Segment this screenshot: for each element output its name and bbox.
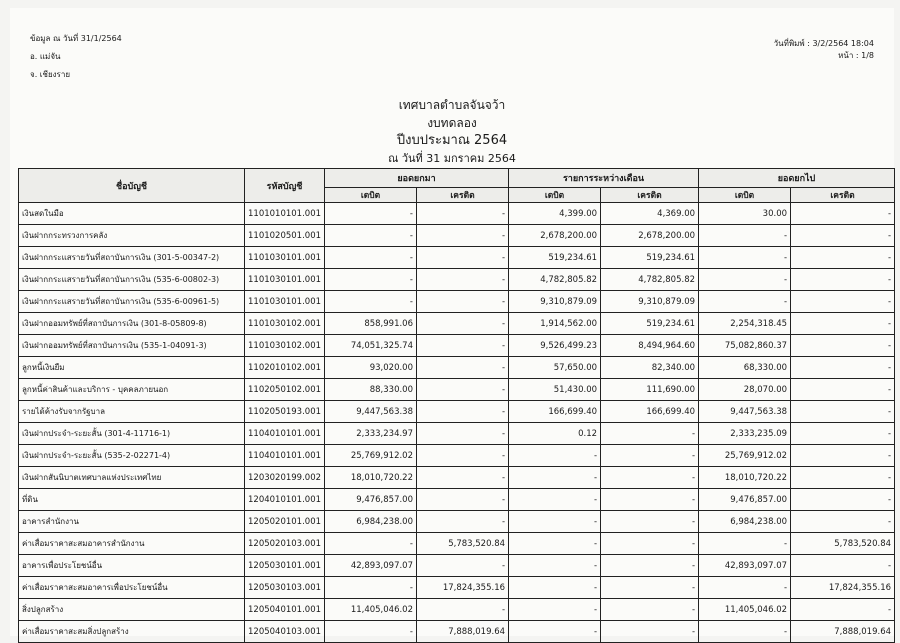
account-code-cell: 1205020101.001 — [245, 511, 325, 533]
month-debit-cell: 57,650.00 — [509, 357, 601, 379]
month-credit-cell: - — [601, 467, 699, 489]
month-debit-cell: - — [509, 467, 601, 489]
cf-credit-cell: 17,824,355.16 — [791, 577, 895, 599]
cf-credit-cell: - — [791, 269, 895, 291]
month-debit-cell: 1,914,562.00 — [509, 313, 601, 335]
month-credit-cell: 519,234.61 — [601, 313, 699, 335]
account-code-cell: 1204010101.001 — [245, 489, 325, 511]
bf-credit-cell: - — [417, 379, 509, 401]
bf-credit-cell: - — [417, 357, 509, 379]
cf-debit-cell: - — [699, 533, 791, 555]
bf-credit-cell: - — [417, 401, 509, 423]
month-credit-cell: 519,234.61 — [601, 247, 699, 269]
report-meta-left — [30, 30, 122, 84]
cf-debit-cell: 11,405,046.02 — [699, 599, 791, 621]
account-code-cell: 1205040101.001 — [245, 599, 325, 621]
account-code-cell: 1104010101.001 — [245, 423, 325, 445]
cf-debit-cell: 28,070.00 — [699, 379, 791, 401]
bf-credit-cell: - — [417, 203, 509, 225]
month-credit-cell: - — [601, 489, 699, 511]
bf-debit-cell: 9,447,563.38 — [325, 401, 417, 423]
table-row — [19, 599, 895, 621]
month-debit-cell: - — [509, 533, 601, 555]
bf-debit-cell: - — [325, 621, 417, 643]
cf-credit-cell: - — [791, 555, 895, 577]
header-m-debit: เดบิต — [509, 188, 601, 203]
cf-debit-cell: 18,010,720.22 — [699, 467, 791, 489]
month-credit-cell: - — [601, 599, 699, 621]
cf-debit-cell: 2,333,235.09 — [699, 423, 791, 445]
bf-debit-cell: - — [325, 291, 417, 313]
table-row — [19, 533, 895, 555]
cf-debit-cell: 2,254,318.45 — [699, 313, 791, 335]
month-debit-cell: 9,310,879.09 — [509, 291, 601, 313]
bf-credit-cell: - — [417, 467, 509, 489]
account-code-cell: 1104010101.001 — [245, 445, 325, 467]
table-row — [19, 621, 895, 643]
cf-credit-cell: - — [791, 467, 895, 489]
account-name-cell: เงินฝากกระแสรายวันที่สถาบันการเงิน (535-6-00802-3) — [19, 269, 245, 291]
cf-credit-cell: - — [791, 247, 895, 269]
account-name-cell: เงินฝากกระแสรายวันที่สถาบันการเงิน (301-5-00347-2) — [19, 247, 245, 269]
account-code-cell: 1102050102.001 — [245, 379, 325, 401]
cf-debit-cell: - — [699, 291, 791, 313]
cf-debit-cell: 9,476,857.00 — [699, 489, 791, 511]
table-row — [19, 247, 895, 269]
account-name-cell: อาคารสำนักงาน — [19, 511, 245, 533]
cf-credit-cell: - — [791, 357, 895, 379]
bf-credit-cell: - — [417, 225, 509, 247]
header-carried-forward: ยอดยกไป — [699, 169, 895, 188]
cf-credit-cell: - — [791, 599, 895, 621]
month-credit-cell: 8,494,964.60 — [601, 335, 699, 357]
report-meta-right — [774, 38, 874, 62]
bf-debit-cell: - — [325, 269, 417, 291]
bf-credit-cell: - — [417, 269, 509, 291]
org-name: เทศบาลตำบลจันจว้า — [398, 98, 506, 112]
header-brought-forward: ยอดยกมา — [325, 169, 509, 188]
account-name-cell: ค่าเสื่อมราคาสะสมอาคารสำนักงาน — [19, 533, 245, 555]
table-row — [19, 357, 895, 379]
month-debit-cell: 4,399.00 — [509, 203, 601, 225]
month-credit-cell: 111,690.00 — [601, 379, 699, 401]
month-debit-cell: - — [509, 621, 601, 643]
cf-credit-cell: - — [791, 291, 895, 313]
report-date: ณ วันที่ 31 มกราคม 2564 — [388, 152, 516, 165]
month-debit-cell: 4,782,805.82 — [509, 269, 601, 291]
table-row — [19, 489, 895, 511]
bf-debit-cell: 6,984,238.00 — [325, 511, 417, 533]
header-month-transactions: รายการระหว่างเดือน — [509, 169, 699, 188]
header-bf-credit: เครดิต — [417, 188, 509, 203]
bf-debit-cell: 42,893,097.07 — [325, 555, 417, 577]
bf-credit-cell: - — [417, 313, 509, 335]
month-debit-cell: 166,699.40 — [509, 401, 601, 423]
month-credit-cell: - — [601, 423, 699, 445]
bf-credit-cell: 5,783,520.84 — [417, 533, 509, 555]
cf-debit-cell: 68,330.00 — [699, 357, 791, 379]
month-debit-cell: - — [509, 489, 601, 511]
print-date: วันที่พิมพ์ : 3/2/2564 18:04 — [773, 39, 874, 48]
table-row — [19, 225, 895, 247]
table-row — [19, 577, 895, 599]
cf-credit-cell: - — [791, 511, 895, 533]
cf-debit-cell: 9,447,563.38 — [699, 401, 791, 423]
bf-credit-cell: 17,824,355.16 — [417, 577, 509, 599]
bf-debit-cell: 11,405,046.02 — [325, 599, 417, 621]
table-row — [19, 511, 895, 533]
month-credit-cell: 4,369.00 — [601, 203, 699, 225]
header-account: ชื่อบัญชี — [19, 169, 245, 203]
bf-debit-cell: - — [325, 203, 417, 225]
account-name-cell: รายได้ค้างรับจากรัฐบาล — [19, 401, 245, 423]
month-debit-cell: 51,430.00 — [509, 379, 601, 401]
bf-credit-cell: - — [417, 335, 509, 357]
month-debit-cell: 0.12 — [509, 423, 601, 445]
bf-credit-cell: - — [417, 423, 509, 445]
cf-debit-cell: - — [699, 621, 791, 643]
table-row — [19, 445, 895, 467]
month-credit-cell: - — [601, 577, 699, 599]
district: อ. แม่จัน — [30, 52, 61, 61]
trial-balance-table — [18, 168, 895, 643]
cf-debit-cell: 75,082,860.37 — [699, 335, 791, 357]
account-name-cell: เงินฝากประจำ-ระยะสั้น (535-2-02271-4) — [19, 445, 245, 467]
account-code-cell: 1203020199.002 — [245, 467, 325, 489]
month-credit-cell: 82,340.00 — [601, 357, 699, 379]
bf-debit-cell: - — [325, 247, 417, 269]
cf-credit-cell: - — [791, 225, 895, 247]
bf-debit-cell: - — [325, 225, 417, 247]
cf-debit-cell: 42,893,097.07 — [699, 555, 791, 577]
account-name-cell: ลูกหนี้เงินยืม — [19, 357, 245, 379]
header-m-credit: เครดิต — [601, 188, 699, 203]
account-name-cell: เงินสดในมือ — [19, 203, 245, 225]
header-bf-debit: เดบิต — [325, 188, 417, 203]
header-cf-debit: เดบิต — [699, 188, 791, 203]
account-name-cell: ค่าเสื่อมราคาสะสมสิ่งปลูกสร้าง — [19, 621, 245, 643]
report-name: งบทดลอง — [427, 116, 477, 130]
month-debit-cell: - — [509, 599, 601, 621]
cf-debit-cell: - — [699, 225, 791, 247]
bf-debit-cell: 93,020.00 — [325, 357, 417, 379]
fiscal-year: ปีงบประมาณ 2564 — [396, 133, 508, 148]
account-name-cell: เงินฝากประจำ-ระยะสั้น (301-4-11716-1) — [19, 423, 245, 445]
bf-credit-cell: - — [417, 489, 509, 511]
account-name-cell: เงินฝากออมทรัพย์ที่สถาบันการเงิน (535-1-04091-3) — [19, 335, 245, 357]
table-row — [19, 555, 895, 577]
cf-credit-cell: - — [791, 489, 895, 511]
account-code-cell: 1101030101.001 — [245, 291, 325, 313]
bf-debit-cell: 88,330.00 — [325, 379, 417, 401]
account-name-cell: ที่ดิน — [19, 489, 245, 511]
account-code-cell: 1205040103.001 — [245, 621, 325, 643]
month-credit-cell: - — [601, 445, 699, 467]
bf-debit-cell: 9,476,857.00 — [325, 489, 417, 511]
cf-credit-cell: 7,888,019.64 — [791, 621, 895, 643]
cf-credit-cell: - — [791, 401, 895, 423]
account-code-cell: 1101030101.001 — [245, 247, 325, 269]
table-row — [19, 401, 895, 423]
cf-debit-cell: - — [699, 247, 791, 269]
bf-credit-cell: - — [417, 599, 509, 621]
header-cf-credit: เครดิต — [791, 188, 895, 203]
account-code-cell: 1101010101.001 — [245, 203, 325, 225]
month-credit-cell: - — [601, 555, 699, 577]
bf-debit-cell: - — [325, 533, 417, 555]
month-credit-cell: - — [601, 621, 699, 643]
data-as-of: ข้อมูล ณ วันที่ 31/1/2564 — [30, 34, 122, 43]
cf-credit-cell: - — [791, 203, 895, 225]
month-credit-cell: 166,699.40 — [601, 401, 699, 423]
cf-credit-cell: - — [791, 423, 895, 445]
bf-debit-cell: 2,333,234.97 — [325, 423, 417, 445]
bf-debit-cell: 858,991.06 — [325, 313, 417, 335]
table-row — [19, 379, 895, 401]
report-titles — [10, 96, 894, 168]
month-credit-cell: 4,782,805.82 — [601, 269, 699, 291]
table-row — [19, 467, 895, 489]
account-code-cell: 1101020501.001 — [245, 225, 325, 247]
month-credit-cell: - — [601, 511, 699, 533]
account-code-cell: 1101030101.001 — [245, 269, 325, 291]
account-code-cell: 1205030101.001 — [245, 555, 325, 577]
account-code-cell: 1205030103.001 — [245, 577, 325, 599]
bf-credit-cell: - — [417, 247, 509, 269]
table-row — [19, 291, 895, 313]
account-code-cell: 1205020103.001 — [245, 533, 325, 555]
account-name-cell: เงินฝากสันนิบาตเทศบาลแห่งประเทศไทย — [19, 467, 245, 489]
month-credit-cell: - — [601, 533, 699, 555]
account-code-cell: 1101030102.001 — [245, 335, 325, 357]
cf-debit-cell: 6,984,238.00 — [699, 511, 791, 533]
province: จ. เชียงราย — [30, 70, 71, 79]
cf-debit-cell: 25,769,912.02 — [699, 445, 791, 467]
month-credit-cell: 9,310,879.09 — [601, 291, 699, 313]
month-debit-cell: - — [509, 555, 601, 577]
bf-credit-cell: - — [417, 555, 509, 577]
table-body — [19, 203, 895, 643]
table-row — [19, 203, 895, 225]
bf-credit-cell: - — [417, 445, 509, 467]
month-debit-cell: 2,678,200.00 — [509, 225, 601, 247]
page-number: หน้า : 1/8 — [838, 51, 874, 60]
bf-debit-cell: 25,769,912.02 — [325, 445, 417, 467]
account-name-cell: ลูกหนี้ค่าสินค้าและบริการ - บุคคลภายนอก — [19, 379, 245, 401]
cf-credit-cell: 5,783,520.84 — [791, 533, 895, 555]
month-credit-cell: 2,678,200.00 — [601, 225, 699, 247]
table-row — [19, 313, 895, 335]
account-name-cell: เงินฝากกระทรวงการคลัง — [19, 225, 245, 247]
cf-debit-cell: 30.00 — [699, 203, 791, 225]
account-name-cell: เงินฝากกระแสรายวันที่สถาบันการเงิน (535-6-00961-5) — [19, 291, 245, 313]
account-name-cell: เงินฝากออมทรัพย์ที่สถาบันการเงิน (301-8-05809-8) — [19, 313, 245, 335]
cf-credit-cell: - — [791, 313, 895, 335]
cf-credit-cell: - — [791, 379, 895, 401]
cf-debit-cell: - — [699, 577, 791, 599]
cf-debit-cell: - — [699, 269, 791, 291]
account-code-cell: 1101030102.001 — [245, 313, 325, 335]
cf-credit-cell: - — [791, 335, 895, 357]
cf-credit-cell: - — [791, 445, 895, 467]
bf-debit-cell: 74,051,325.74 — [325, 335, 417, 357]
header-code: รหัสบัญชี — [245, 169, 325, 203]
table-row — [19, 269, 895, 291]
bf-debit-cell: 18,010,720.22 — [325, 467, 417, 489]
month-debit-cell: - — [509, 445, 601, 467]
bf-credit-cell: - — [417, 511, 509, 533]
bf-credit-cell: 7,888,019.64 — [417, 621, 509, 643]
month-debit-cell: 9,526,499.23 — [509, 335, 601, 357]
account-name-cell: ค่าเสื่อมราคาสะสมอาคารเพื่อประโยชน์อื่น — [19, 577, 245, 599]
account-code-cell: 1102010102.001 — [245, 357, 325, 379]
bf-credit-cell: - — [417, 291, 509, 313]
table-row — [19, 423, 895, 445]
account-name-cell: สิ่งปลูกสร้าง — [19, 599, 245, 621]
bf-debit-cell: - — [325, 577, 417, 599]
month-debit-cell: - — [509, 577, 601, 599]
account-name-cell: อาคารเพื่อประโยชน์อื่น — [19, 555, 245, 577]
month-debit-cell: 519,234.61 — [509, 247, 601, 269]
account-code-cell: 1102050193.001 — [245, 401, 325, 423]
table-row — [19, 335, 895, 357]
month-debit-cell: - — [509, 511, 601, 533]
